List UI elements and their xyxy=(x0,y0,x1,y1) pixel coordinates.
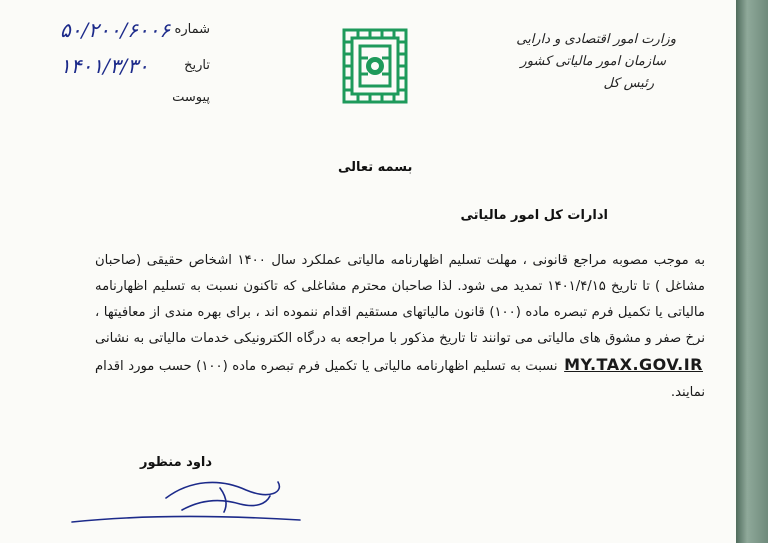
letter-number-row xyxy=(60,18,210,46)
letter-date-value: ۱۴۰۱/۳/۳۰ xyxy=(60,54,149,78)
organization-name: سازمان امور مالیاتی کشور xyxy=(520,54,666,69)
tax-organization-emblem-icon xyxy=(338,24,412,108)
recipient: ادارات کل امور مالیاتی xyxy=(460,208,608,223)
letter-attachment-row xyxy=(60,90,210,114)
invocation: بسمه تعالی xyxy=(338,160,413,175)
tax-portal-link[interactable]: MY.TAX.GOV.IR xyxy=(564,355,703,374)
signer-name: داود منظور xyxy=(140,455,213,470)
letter-attachment-label: پیوست xyxy=(172,90,210,105)
letter-date-row xyxy=(60,54,210,82)
letter-body xyxy=(95,248,705,406)
body-paragraph-1: به موجب مصوبه مراجع قانونی ، مهلت تسلیم اظهارنامه مالیاتی عملکرد سال ۱۴۰۰ اشخاص حقیقی (صاحبان مشاغل ) تا تاریخ ۱۴۰۱/۴/۱۵ تمدید می شود. لذا صاحبان محترم مشاغلی که تاکنون نسبت به تسلیم اظهارنامه مالیاتی یا تکمیل فرم تبصره ماده (۱۰۰) قانون مالیاتهای مستقیم اقدام ننموده اند ، برای بهره مندی از معافیتها ، نرخ صفر و مشوق های مالیاتی می توانند تا تاریخ مذکور با مراجعه به درگاه الکترونیکی خدمات مالیاتی به نشانی xyxy=(95,253,705,346)
ministry-name: وزارت امور اقتصادی و دارایی xyxy=(516,32,676,47)
letter-date-label: تاریخ xyxy=(184,58,210,73)
signature-mark xyxy=(70,470,310,530)
letter-number-label: شماره xyxy=(174,22,210,37)
background-edge xyxy=(736,0,768,543)
body-paragraph-2: نسبت به تسلیم اظهارنامه مالیاتی یا تکمیل فرم تبصره ماده (۱۰۰) حسب مورد اقدام نمایند. xyxy=(95,359,705,400)
letter-number-value: ۵۰/۲۰۰/۶۰۰۶ xyxy=(60,18,171,42)
head-title: رئیس کل xyxy=(603,76,654,91)
